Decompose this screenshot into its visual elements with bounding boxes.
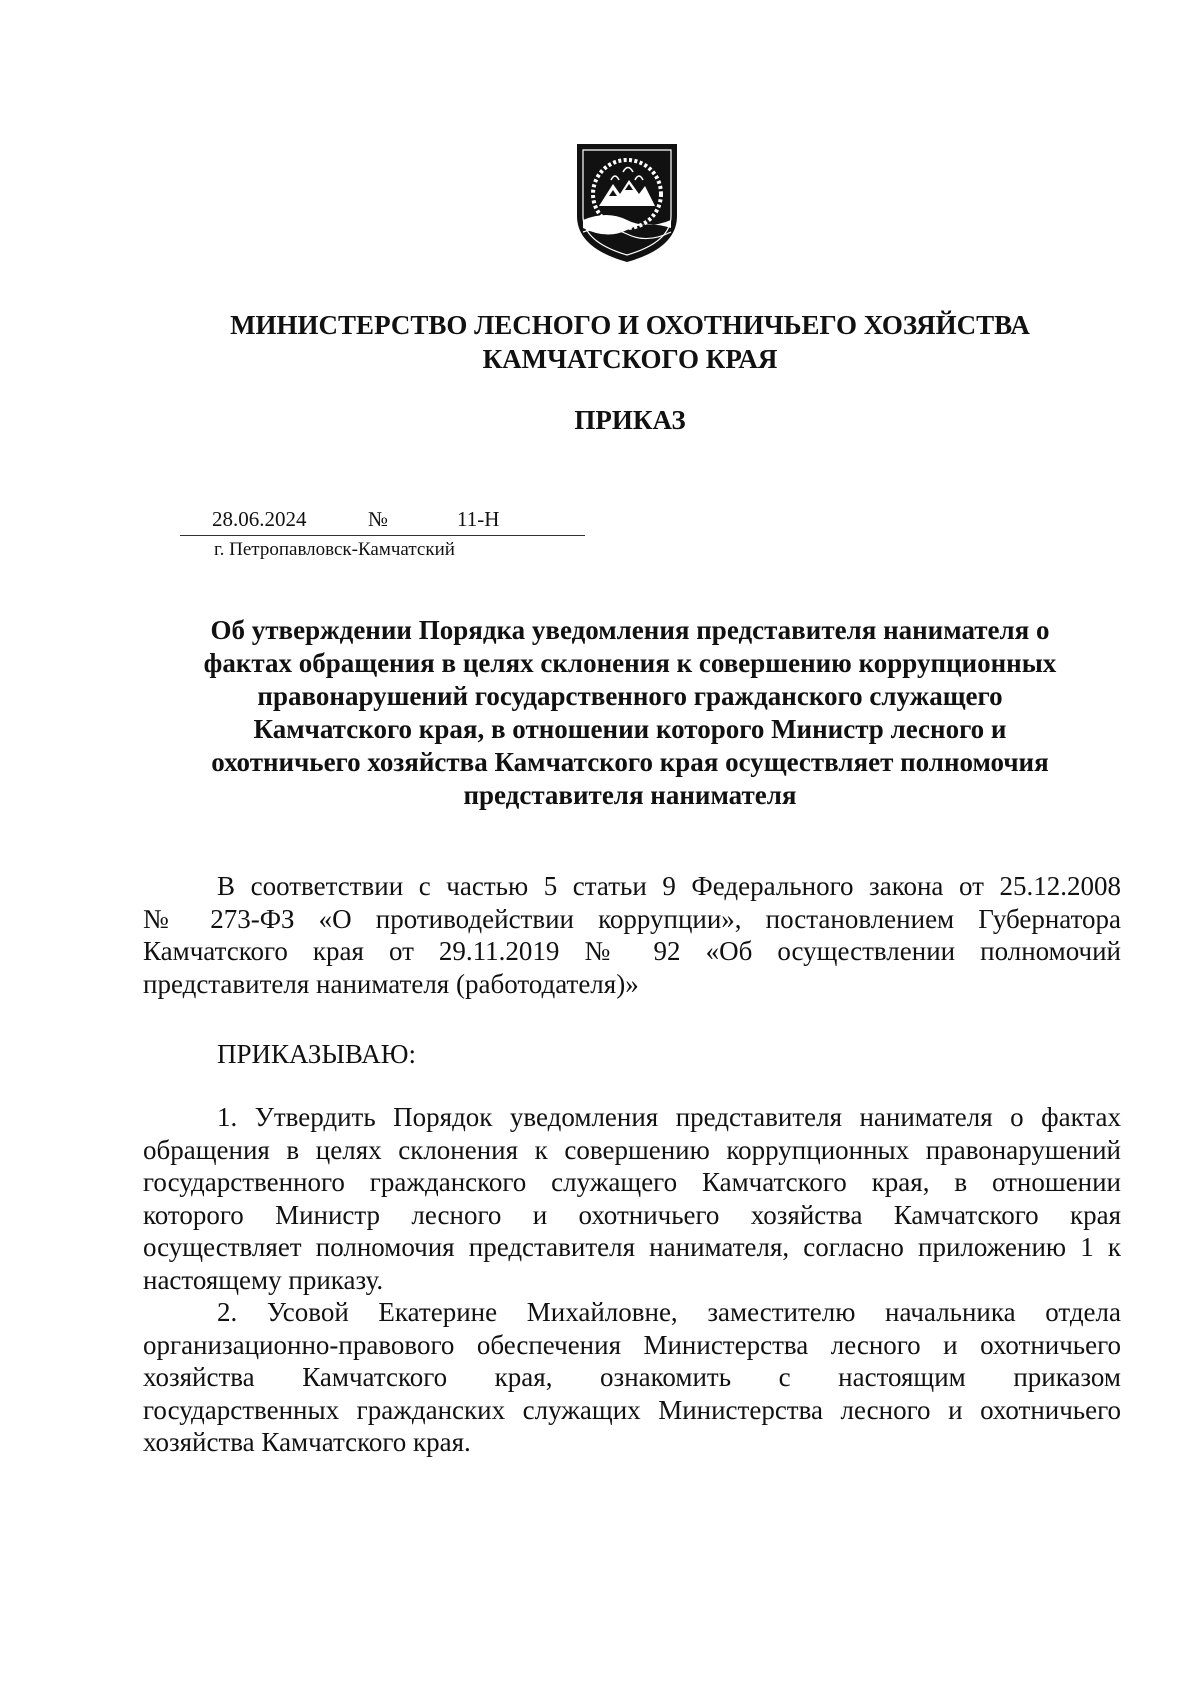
- number-sign: №: [368, 507, 389, 531]
- order-word: ПРИКАЗЫВАЮ:: [217, 1039, 416, 1069]
- date-number-line: [180, 505, 585, 536]
- paragraph-line: обращения в целях склонения к совершению коррупционных правонарушений: [143, 1134, 1121, 1165]
- paragraph-line: осуществляет полномочия представителя нанимателя, согласно приложению 1 к: [143, 1232, 1121, 1262]
- item-2-paragraph: [143, 1296, 1121, 1459]
- ministry-name-line-2: КАМЧАТСКОГО КРАЯ: [482, 344, 778, 374]
- title-line: фактах обращения в целях склонения к совершению коррупционных: [203, 648, 1057, 678]
- paragraph-line: хозяйства Камчатского края.: [143, 1427, 471, 1457]
- paragraph-line: 1. Утвердить Порядок уведомления представителя нанимателя о фактах: [217, 1102, 1121, 1132]
- ministry-name-line-1: МИНИСТЕРСТВО ЛЕСНОГО И ОХОТНИЧЬЕГО ХОЗЯЙСТВА: [230, 310, 1030, 340]
- coat-of-arms-emblem: [573, 140, 681, 264]
- city-name: г. Петропавловск-Камчатский: [214, 539, 455, 560]
- document-number: 11-Н: [457, 507, 500, 531]
- title-line: Об утверждении Порядка уведомления представителя нанимателя о: [210, 615, 1050, 645]
- title-line: правонарушений государственного гражданского служащего: [257, 681, 1003, 711]
- paragraph-line: В соответствии с частью 5 статьи 9 Федерального закона от 25.12.2008: [217, 871, 1121, 901]
- preamble-paragraph: [143, 870, 1121, 1000]
- paragraph-line: представителя нанимателя (работодателя)»: [143, 968, 639, 999]
- document-date: 28.06.2024: [212, 507, 307, 531]
- document-title: [170, 614, 1090, 812]
- title-line: охотничьего хозяйства Камчатского края осуществляет полномочия: [211, 747, 1049, 777]
- title-line: Камчатского края, в отношении которого Министр лесного и: [253, 714, 1007, 744]
- item-1-paragraph: [143, 1101, 1121, 1296]
- paragraph-line: государственного гражданского служащего Камчатского края, в отношении: [143, 1167, 1121, 1197]
- paragraph-line: организационно-правового обеспечения Министерства лесного и охотничьего: [143, 1329, 1121, 1360]
- paragraph-line: настоящему приказу.: [143, 1264, 384, 1295]
- document-type: ПРИКАЗ: [574, 405, 686, 435]
- paragraph-line: 2. Усовой Екатерине Михайловне, заместителю начальника отдела: [217, 1297, 1121, 1327]
- paragraph-line: государственных гражданских служащих Министерства лесного и охотничьего: [143, 1394, 1121, 1425]
- title-line: представителя нанимателя: [463, 780, 797, 810]
- paragraph-line: которого Министр лесного и охотничьего хозяйства Камчатского края: [143, 1199, 1121, 1230]
- paragraph-line: хозяйства Камчатского края, ознакомить с настоящим приказом: [143, 1362, 1121, 1392]
- paragraph-line: № 273-ФЗ «О противодействии коррупции», постановлением Губернатора: [143, 903, 1121, 934]
- paragraph-line: Камчатского края от 29.11.2019 № 92 «Об осуществлении полномочий: [143, 936, 1121, 966]
